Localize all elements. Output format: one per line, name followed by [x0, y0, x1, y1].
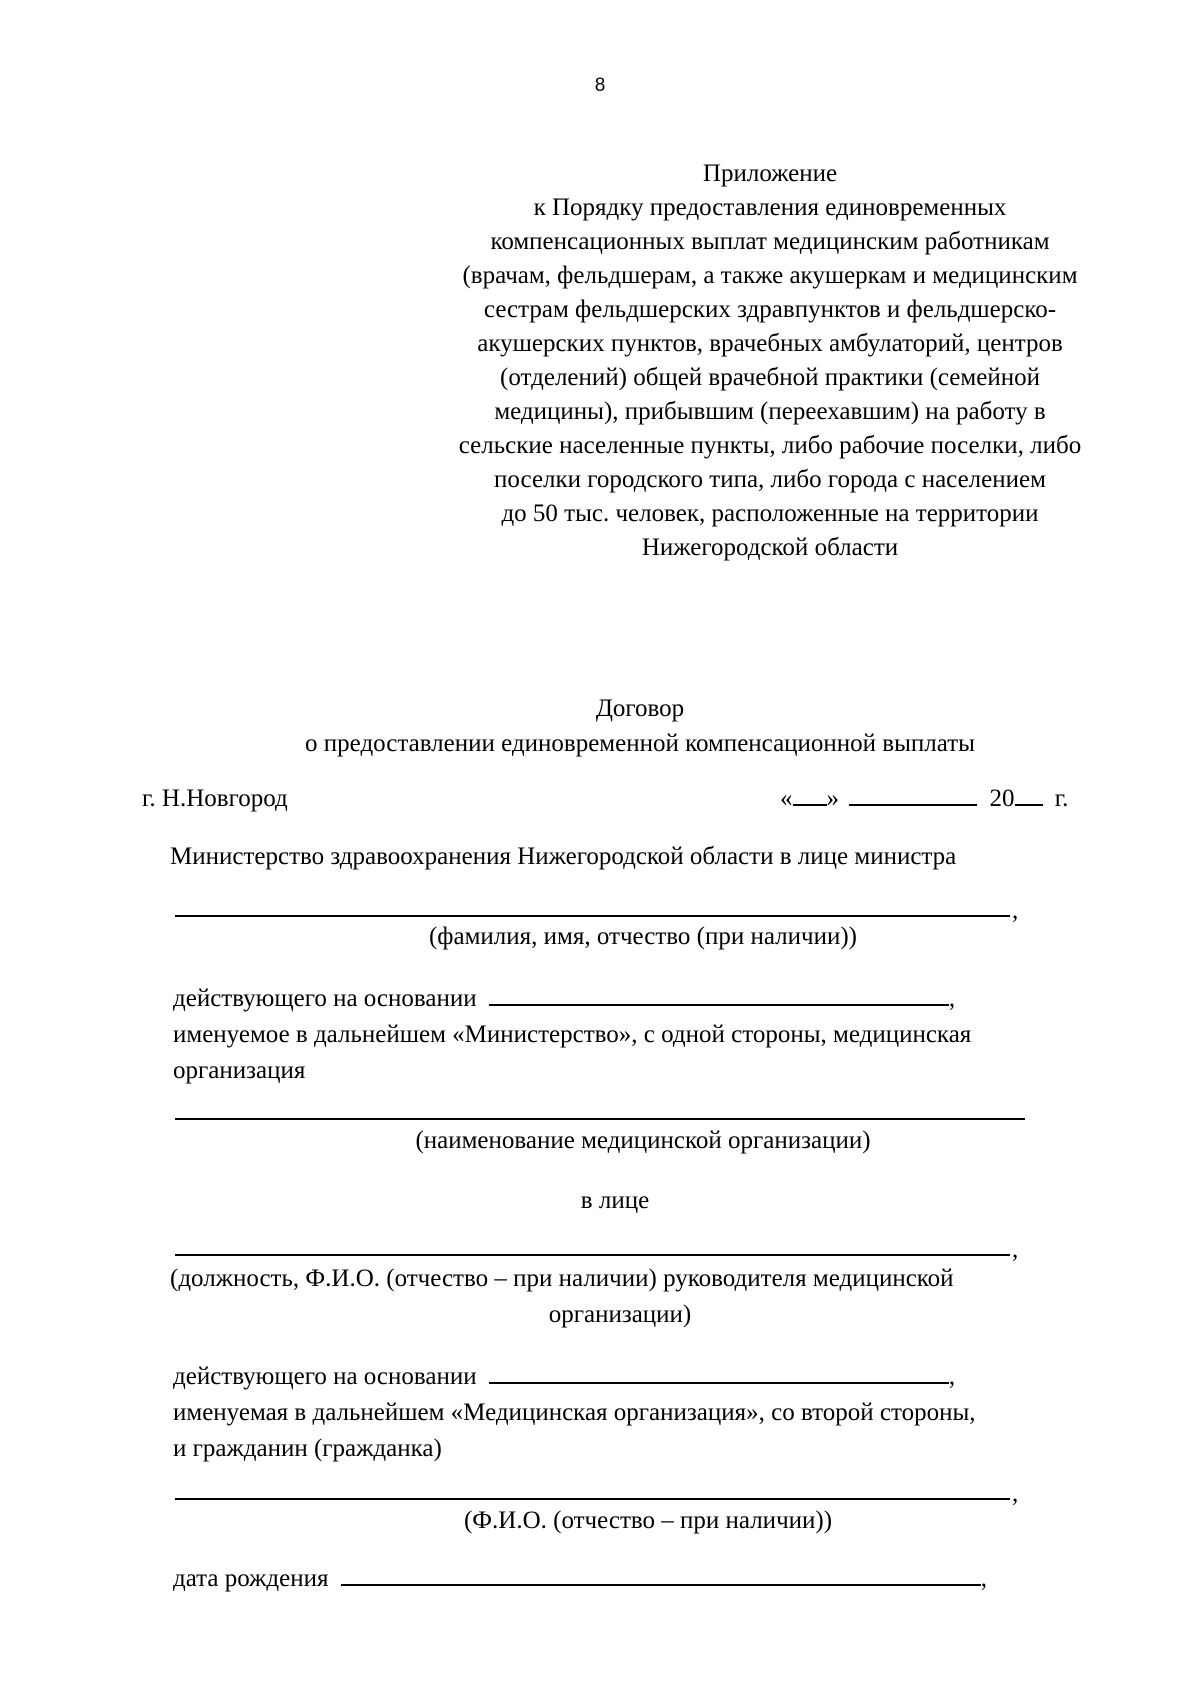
ministry-basis-field[interactable] [489, 982, 949, 1006]
year-prefix: 20 [989, 785, 1015, 812]
caption-head-line1: (должность, Ф.И.О. (отчество – при наличии) руководителя медицинской [170, 1265, 954, 1292]
date-line [780, 782, 1068, 816]
open-quote: « [780, 785, 793, 812]
document-title: Договор [595, 695, 685, 722]
year-suffix: г. [1054, 785, 1069, 812]
in-person: в лице [580, 1187, 650, 1214]
org-name-field[interactable] [175, 1118, 1025, 1120]
org-named: именуемая в дальнейшем «Медицинская организация», со второй стороны, [173, 1399, 976, 1426]
day-field[interactable] [793, 782, 827, 806]
acting-basis-label: действующего на основании [173, 985, 477, 1012]
comma: , [948, 1363, 956, 1390]
caption-head-line2: организации) [548, 1301, 692, 1328]
comma: , [1012, 1236, 1019, 1263]
appendix-line: (врачам, фельдшерам, а также акушеркам и медицинским [462, 262, 1078, 289]
minister-name-field[interactable] [175, 915, 1010, 917]
head-name-field[interactable] [175, 1254, 1010, 1256]
acting-basis-ministry [173, 982, 955, 1016]
appendix-line: Нижегородской области [641, 534, 899, 561]
appendix-header [420, 157, 1120, 565]
comma: , [1012, 897, 1019, 924]
organization-word: организация [173, 1057, 306, 1084]
ministry-named: именуемое в дальнейшем «Министерство», с одной стороны, медицинская [173, 1021, 972, 1048]
appendix-line: к Порядку предоставления единовременных [533, 194, 1007, 221]
comma: , [980, 1565, 987, 1592]
birth-date-label: дата рождения [173, 1565, 329, 1592]
month-field[interactable] [849, 782, 977, 806]
appendix-line: (отделений) общей врачебной практики (семейной [500, 364, 1040, 391]
org-basis-field[interactable] [489, 1360, 949, 1384]
document-subtitle: о предоставлении единовременной компенсационной выплаты [305, 730, 975, 757]
citizen: и гражданин (гражданка) [173, 1435, 442, 1462]
appendix-line: компенсационных выплат медицинским работникам [490, 228, 1050, 255]
comma: , [1012, 1480, 1019, 1507]
birth-date-line [173, 1562, 987, 1596]
page-number: 8 [594, 75, 606, 96]
year-field[interactable] [1015, 782, 1043, 806]
appendix-line: до 50 тыс. человек, расположенные на территории [501, 500, 1039, 527]
appendix-line: поселки городского типа, либо города с населением [494, 466, 1046, 493]
city: г. Н.Новгород [142, 785, 288, 812]
ministry-intro: Министерство здравоохранения Нижегородской области в лице министра [170, 843, 957, 870]
appendix-line: медицины), прибывшим (переехавшим) на работу в [494, 398, 1046, 425]
acting-basis-label: действующего на основании [173, 1363, 477, 1390]
caption-fio: (фамилия, имя, отчество (при наличии)) [428, 923, 858, 950]
close-quote: » [826, 785, 839, 812]
appendix-line: Приложение [702, 160, 838, 187]
acting-basis-org [173, 1360, 955, 1394]
appendix-line: сельские населенные пункты, либо рабочие поселки, либо [458, 432, 1082, 459]
appendix-line: сестрам фельдшерских здравпунктов и фельдшерско- [483, 296, 1057, 323]
comma: , [948, 985, 956, 1012]
caption-citizen-fio: (Ф.И.О. (отчество – при наличии)) [463, 1507, 833, 1534]
caption-org-name: (наименование медицинской организации) [415, 1127, 871, 1154]
birth-date-field[interactable] [341, 1562, 981, 1586]
citizen-name-field[interactable] [175, 1498, 1010, 1500]
appendix-line: акушерских пунктов, врачебных амбулаторий, центров [477, 330, 1063, 357]
